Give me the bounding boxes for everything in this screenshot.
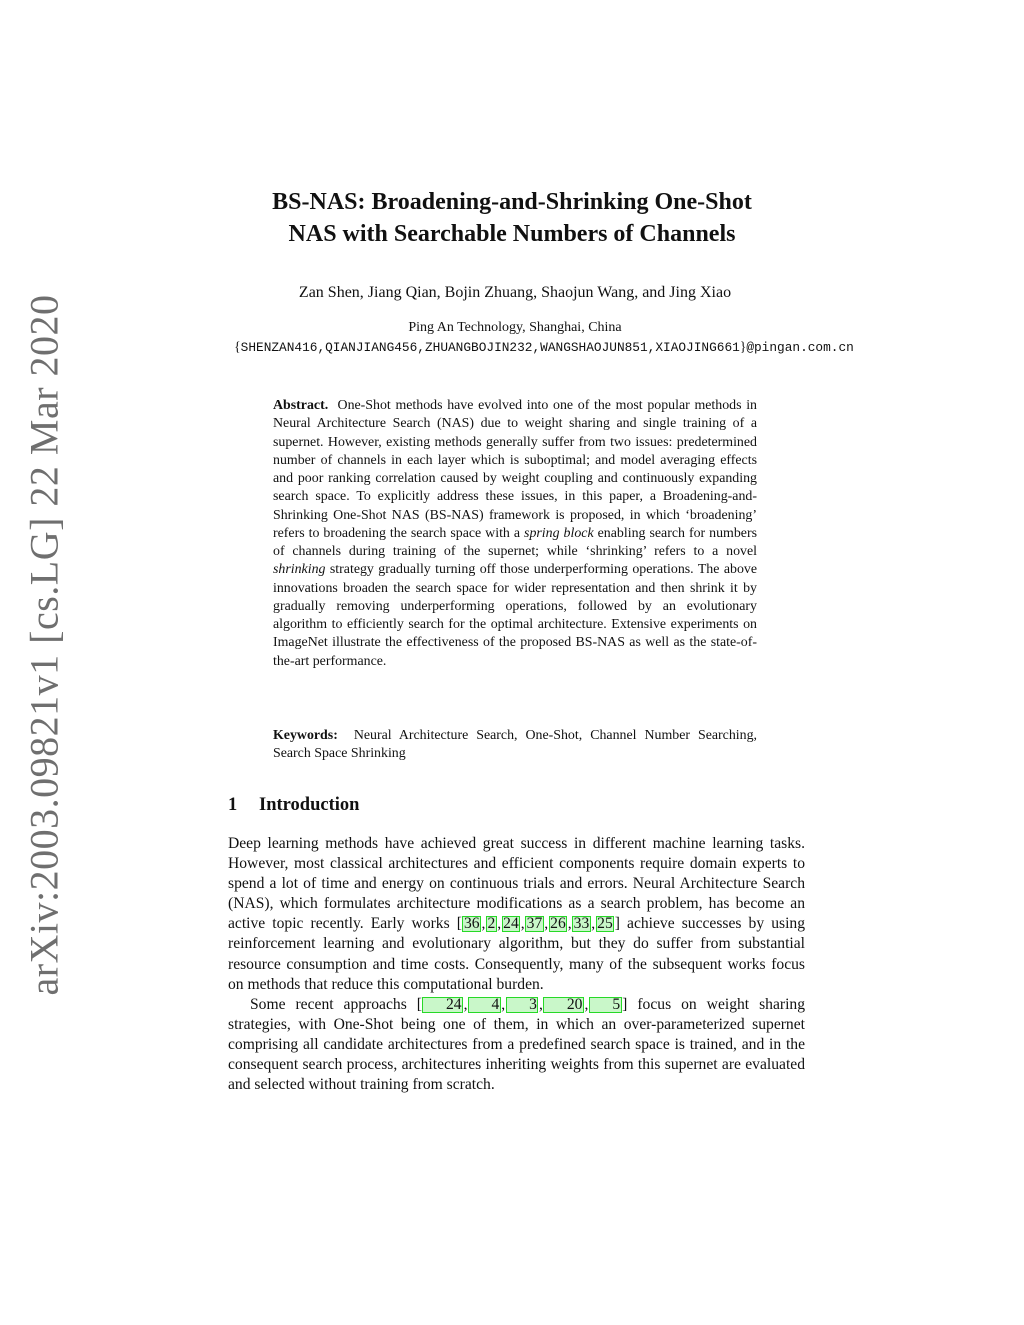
- citation-link[interactable]: 26: [550, 915, 566, 933]
- section-heading-introduction: [228, 794, 359, 816]
- citation-link[interactable]: 25: [597, 915, 613, 933]
- citation-open-bracket: [: [416, 995, 422, 1013]
- author-list: Zan Shen, Jiang Qian, Bojin Zhuang, Shaojun Wang, and Jing Xiao: [298, 284, 732, 301]
- abstract-emphasis-shrinking: shrinking: [273, 562, 326, 578]
- citation-group-1: [457, 915, 620, 932]
- citation-separator: ,: [463, 995, 468, 1013]
- abstract-text-part-3: strategy gradually turning off those underperforming operations. The above innovations broaden the search space for wider representation and then shrink it by gradually removing underperforming operations, followed by an evolutionary algorithm to efficiently search for the optimal architecture. Extensive experiments on ImageNet illustrate the effectiveness of the proposed BS-NAS as well as the state-of-the-art performance.: [273, 562, 757, 669]
- citation-link[interactable]: 4: [468, 997, 501, 1013]
- citation-link[interactable]: 33: [573, 915, 590, 933]
- abstract-emphasis-spring-block: spring block: [524, 525, 594, 541]
- email-brace-open: {: [234, 339, 241, 354]
- citation-separator: ,: [497, 915, 502, 933]
- author-emails[interactable]: [0, 338, 1024, 357]
- citation-close-bracket: ]: [614, 915, 620, 933]
- keywords-text: Neural Architecture Search, One-Shot, Channel Number Searching, Search Space Shrinking: [273, 728, 757, 762]
- paper-title: [0, 186, 1024, 250]
- keywords-label: Keywords:: [273, 728, 338, 743]
- email-brace-close: }: [739, 339, 747, 354]
- email-domain: @pingan.com.cn: [746, 340, 854, 355]
- citation-link[interactable]: 36: [463, 915, 480, 933]
- abstract-text-part-1: One-Shot methods have evolved into one of the most popular methods in Neural Architecture Search (NAS) due to weight sharing and single training of a supernet. However, existing methods generally suffer from two issues: predetermined number of channels in each layer which is suboptimal; and model averaging effects and poor ranking correlation caused by weight coupling and continuously expanding search space. To explicitly address these issues, in this paper, a Broadening-and-Shrinking One-Shot NAS (BS-NAS) framework is proposed, in which ‘broadening’ refers to broadening the search space with a: [273, 398, 757, 541]
- paragraph-1-text-before: Deep learning methods have achieved great success in different machine learning tasks. However, most classical architectures and efficient components require domain experts to spend a lot of time and energy on continuous trials and errors. Neural Architecture Search (NAS), which formulates architecture modifications as a search problem, has become an active topic recently. Early works: [228, 835, 805, 933]
- affiliation: Ping An Technology, Shanghai, China: [408, 320, 622, 335]
- citation-link[interactable]: 20: [543, 997, 584, 1013]
- paragraph-2: [228, 995, 805, 1095]
- citation-link[interactable]: 2: [487, 915, 496, 933]
- paragraph-2-text-after: focus on weight sharing strategies, with One-Shot being one of them, in which an over-parameterized supernet comprising all candidate architectures from a predefined search space is trained, and in the consequent search process, architectures inheriting weights from this supernet are evaluated and selected without training from scratch.: [228, 995, 805, 1094]
- citation-separator: ,: [538, 995, 543, 1013]
- citation-group-2: [417, 996, 628, 1013]
- paper-title-line-1: BS-NAS: Broadening-and-Shrinking One-Shot: [272, 189, 752, 215]
- citation-open-bracket: [: [456, 915, 462, 933]
- introduction-body: [228, 834, 805, 1095]
- citation-separator: ,: [584, 995, 589, 1013]
- citation-link[interactable]: 24: [422, 997, 463, 1013]
- paragraph-1-text-after: achieve successes by using reinforcement learning and evolutionary algorithm, but they do suffer from substantial resource consumption and time costs. Consequently, many of the subsequent works focus on methods that reduce this computational burden.: [228, 915, 805, 993]
- paragraph-2-text-before: Some recent approachs: [250, 995, 407, 1013]
- keywords: [273, 727, 757, 764]
- abstract-text-part-2: enabling search for numbers of channels during training of the supernet; while ‘shrinking’ refers to a novel: [273, 525, 757, 559]
- section-title: Introduction: [259, 795, 360, 815]
- citation-link[interactable]: 37: [526, 915, 543, 933]
- section-number: 1: [228, 795, 238, 815]
- citation-separator: ,: [481, 915, 486, 933]
- paragraph-1: [228, 834, 805, 995]
- paper-title-line-2: NAS with Searchable Numbers of Channels: [288, 221, 736, 247]
- citation-link[interactable]: 3: [506, 997, 539, 1013]
- citation-separator: ,: [567, 915, 572, 933]
- abstract-label: Abstract.: [273, 398, 329, 413]
- citation-separator: ,: [501, 995, 506, 1013]
- email-names: SHENZAN416,QIANJIANG456,ZHUANGBOJIN232,WANGSHAOJUN851,XIAOJING661: [240, 340, 740, 355]
- citation-separator: ,: [520, 915, 525, 933]
- citation-close-bracket: ]: [622, 995, 628, 1013]
- citation-link[interactable]: 24: [503, 915, 519, 933]
- citation-link[interactable]: 5: [589, 997, 622, 1013]
- abstract: [273, 397, 757, 671]
- citation-separator: ,: [591, 915, 596, 933]
- citation-separator: ,: [544, 915, 549, 933]
- arxiv-identifier-stamp: arXiv:2003.09821v1 [cs.LG] 22 Mar 2020: [21, 294, 67, 996]
